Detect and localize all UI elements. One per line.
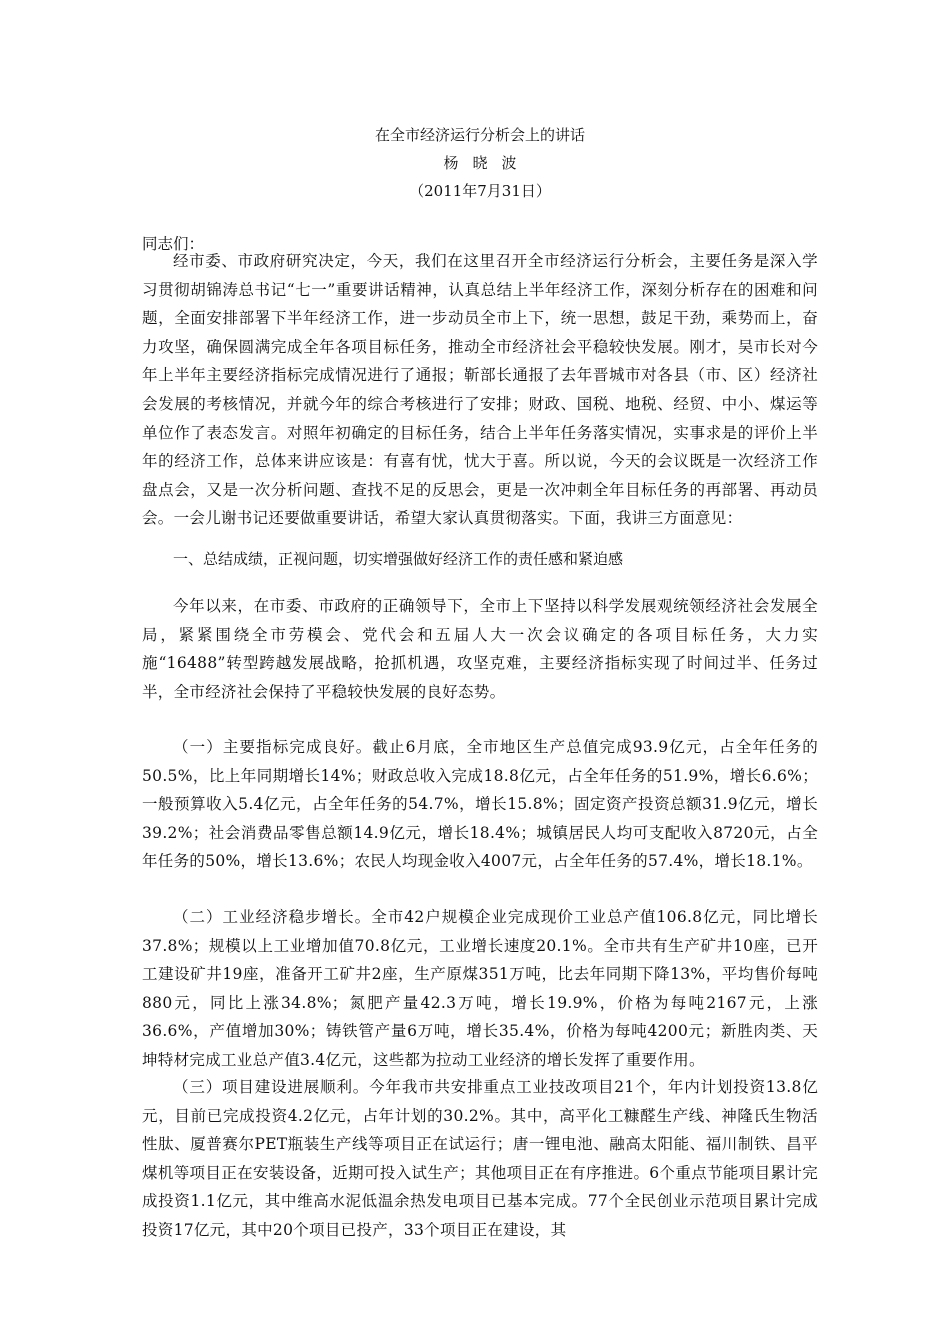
speech-author: 杨晓波: [443, 154, 531, 172]
intro-paragraph: 经市委、市政府研究决定，今天，我们在这里召开全市经济运行分析会，主要任务是深入学习贯彻胡锦涛总书记“七一”重要讲话精神，认真总结上半年经济工作，深刻分析存在的困难和问题，全面安排部署下半年经济工作，进一步动员全市上下，统一思想，鼓足干劲，乘势而上，奋力攻坚，确保圆满完成全年各项目标任务，推动全市经济社会平稳较快发展。刚才，吴市长对今年上半年主要经济指标完成情况进行了通报；靳部长通报了去年晋城市对各县（市、区）经济社会发展的考核情况，并就今年的综合考核进行了安排；财政、国税、地税、经贸、中小、煤运等单位作了表态发言。对照年初确定的目标任务，结合上半年任务落实情况，实事求是的评价上半年的经济工作，总体来讲应该是：有喜有忧，忧大于喜。所以说，今天的会议既是一次经济工作盘点会，又是一次分析问题、查找不足的反思会，更是一次冲刺全年目标任务的再部署、再动员会。一会儿谢书记还要做重要讲话，希望大家认真贯彻落实。下面，我讲三方面意见：: [142, 252, 818, 528]
main-indicators-paragraph: （一）主要指标完成良好。截止6月底，全市地区生产总值完成93.9亿元，占全年任务的50.5%，比上年同期增长14%；财政总收入完成18.8亿元，占全年任务的51.9%，增长6.6%；一般预算收入5.4亿元，占全年任务的54.7%，增长15.8%；固定资产投资总额31.9亿元，增长39.2%；社会消费品零售总额14.9亿元，增长18.4%；城镇居民人均可支配收入8720元，占全年任务的50%，增长13.6%；农民人均现金收入4007元，占全年任务的57.4%，增长18.1%。: [142, 738, 818, 871]
project-construction-paragraph: （三）项目建设进展顺利。今年我市共安排重点工业技改项目21个，年内计划投资13.8亿元，目前已完成投资4.2亿元，占年计划的30.2%。其中，高平化工糠醛生产线、神隆氏生物活性肽、厦普赛尔PET瓶装生产线等项目正在试运行；唐一锂电池、融高太阳能、福川制铁、昌平煤机等项目正在安装设备，近期可投入试生产；其他项目正在有序推进。6个重点节能项目累计完成投资1.1亿元，其中维高水泥低温余热发电项目已基本完成。77个全民创业示范项目累计完成投资17亿元，其中20个项目已投产，33个项目正在建设，其: [142, 1078, 818, 1239]
section-overview-paragraph: 今年以来，在市委、市政府的正确领导下，全市上下坚持以科学发展观统领经济社会发展全局，紧紧围绕全市劳模会、党代会和五届人大一次会议确定的各项目标任务，大力实施“16488”转型跨越发展战略，抢抓机遇，攻坚克难，主要经济指标实现了时间过半、任务过半，全市经济社会保持了平稳较快发展的良好态势。: [142, 597, 818, 701]
section-heading: 一、总结成绩，正视问题，切实增强做好经济工作的责任感和紧迫感: [173, 550, 624, 568]
salutation: 同志们：: [142, 235, 205, 253]
speech-date: （2011年7月31日）: [409, 182, 551, 200]
speech-title: 在全市经济运行分析会上的讲话: [374, 126, 585, 144]
industrial-economy-paragraph: （二）工业经济稳步增长。全市42户规模企业完成现价工业总产值106.8亿元，同比增长37.8%；规模以上工业增加值70.8亿元，工业增长速度20.1%。全市共有生产矿井10座，已开工建设矿井19座，准备开工矿井2座，生产原煤351万吨，比去年同期下降13%，平均售价每吨880元，同比上涨34.8%；氮肥产量42.3万吨，增长19.9%，价格为每吨2167元，上涨36.6%，产值增加30%；铸铁管产量6万吨，增长35.4%，价格为每吨4200元；新胜肉类、天坤特材完成工业总产值3.4亿元，这些都为拉动工业经济的增长发挥了重要作用。: [142, 908, 818, 1069]
